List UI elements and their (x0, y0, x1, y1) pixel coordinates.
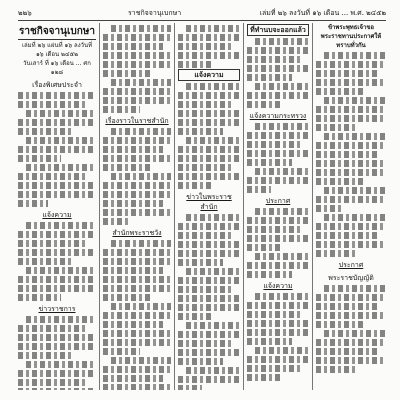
section-heading: พระราชบัญญัติ (328, 274, 374, 282)
intro-text: ข้าพระพุทธเจ้าขอพระราชทานประกาศให้ทราบทั่วกัน (320, 24, 382, 49)
text-line (111, 25, 171, 32)
text-line (178, 110, 240, 117)
text-line (103, 182, 171, 189)
text-line (103, 330, 171, 337)
text-line (18, 388, 96, 390)
text-line (255, 38, 309, 45)
text-line (178, 286, 233, 293)
text-line (324, 187, 386, 194)
text-line (186, 83, 240, 90)
text-line (316, 106, 386, 113)
text-line (103, 384, 171, 390)
text-line (18, 191, 96, 198)
text-line (324, 97, 386, 104)
text-line (178, 128, 223, 135)
text-line (111, 128, 171, 135)
text-line (26, 361, 96, 368)
text-line (18, 370, 96, 377)
text-line (247, 356, 309, 363)
text-line (103, 294, 152, 301)
text-line (18, 92, 96, 99)
text-line (103, 43, 163, 50)
text-line (247, 141, 302, 148)
text-line (103, 209, 171, 216)
text-line (18, 258, 74, 265)
text-line (255, 123, 309, 130)
column-3 (178, 23, 240, 390)
section-heading: เรื่องราวในราชสำนัก (105, 117, 169, 125)
text-line (247, 217, 309, 224)
text-line (316, 61, 386, 68)
text-line (178, 250, 240, 257)
text-line (178, 385, 202, 390)
text-line (186, 268, 240, 275)
column-rule (174, 23, 175, 390)
text-line (18, 128, 74, 135)
text-line (255, 347, 309, 354)
text-line (111, 173, 171, 180)
text-line (178, 295, 240, 302)
masthead-line: วันเสาร์ ที่ ๑๖ เดือน ... ศก ๑๒๘ (23, 60, 91, 76)
text-line (111, 357, 171, 364)
text-line (316, 205, 343, 212)
text-line (247, 311, 302, 318)
text-line (26, 110, 96, 117)
text-line (178, 304, 240, 311)
text-line (316, 357, 386, 364)
column-rule (243, 23, 244, 390)
text-line (316, 196, 386, 203)
text-line (186, 322, 240, 329)
text-line (247, 329, 309, 336)
text-line (26, 137, 96, 144)
page-number: ๒๒๖ (18, 9, 32, 17)
text-line (178, 259, 223, 266)
text-line (316, 79, 386, 86)
section-heading: แจ้งความกระทรวง (249, 112, 307, 120)
text-line (18, 155, 61, 162)
text-line (247, 56, 302, 63)
text-line (316, 232, 378, 239)
text-line (178, 358, 223, 365)
column-rule (312, 23, 313, 390)
text-line (247, 244, 281, 251)
text-line (103, 375, 163, 382)
text-line (324, 330, 386, 337)
running-head (18, 7, 386, 19)
text-line (18, 325, 87, 332)
column-rule (99, 23, 100, 390)
text-line (26, 164, 96, 171)
text-line (324, 285, 386, 292)
text-line (247, 150, 309, 157)
text-line (178, 92, 240, 99)
text-line (316, 312, 386, 319)
column-4 (247, 23, 309, 390)
text-line (18, 352, 74, 359)
text-line (178, 241, 240, 248)
text-line (316, 142, 386, 149)
text-line (18, 173, 87, 180)
text-line (247, 365, 302, 372)
text-line (26, 267, 96, 274)
text-line (18, 240, 87, 247)
text-line (186, 137, 240, 144)
text-line (103, 366, 171, 373)
text-line (18, 182, 96, 189)
column-5 (316, 23, 386, 390)
text-line (103, 276, 171, 283)
text-line (247, 132, 309, 139)
boxed-heading: แจ้งความ (178, 69, 240, 81)
text-line (316, 303, 378, 310)
text-line (247, 302, 309, 309)
text-line (18, 101, 87, 108)
boxed-heading: ที่ทำนบจะออกแล้ว (247, 24, 309, 36)
text-line (178, 376, 240, 383)
text-line (247, 186, 271, 193)
text-line (103, 218, 129, 225)
text-line (316, 178, 366, 185)
column-2 (103, 23, 171, 390)
section-heading: ข่าวในพระราชสำนัก (186, 193, 232, 211)
text-line (247, 74, 292, 81)
text-line (316, 348, 378, 355)
text-line (247, 262, 309, 269)
text-line (316, 70, 378, 77)
section-heading: แจ้งความ (263, 282, 293, 290)
text-line (103, 52, 171, 59)
text-line (316, 115, 386, 122)
text-line (178, 232, 233, 239)
text-line (178, 223, 240, 230)
text-line (247, 177, 309, 184)
text-line (316, 366, 355, 373)
text-line (178, 313, 212, 320)
text-line (247, 47, 309, 54)
text-line (247, 374, 281, 381)
text-line (18, 285, 96, 292)
text-line (103, 267, 163, 274)
text-line (178, 164, 233, 171)
text-line (103, 348, 140, 355)
text-line (178, 43, 233, 50)
text-line (247, 338, 292, 345)
text-line (103, 321, 163, 328)
masthead-line: เล่มที่ ๒๖ แผ่นที่ ๑๖ ลงวันที่ ๑๖ เดือน ๒๔๕๒ (21, 42, 93, 58)
text-line (111, 240, 171, 247)
text-line (247, 226, 302, 233)
text-line (103, 146, 163, 153)
text-line (103, 88, 171, 95)
issue-date: เล่มที่ ๒๖ ลงวันที่ ๑๖ เดือน ... พ.ศ. ๒๔๕๒ (259, 9, 386, 17)
text-line (18, 276, 96, 283)
text-line (103, 137, 171, 144)
section-heading: เรื่องพิเศษประจำ (32, 81, 82, 89)
text-line (316, 223, 386, 230)
text-line (111, 303, 171, 310)
text-line (103, 61, 171, 68)
section-heading: สำนักพระราชวัง (112, 229, 162, 237)
text-line (178, 340, 233, 347)
text-line (247, 101, 281, 108)
text-line (255, 168, 309, 175)
text-line (103, 70, 152, 77)
gazette-title: ราชกิจจานุเบกษา (128, 9, 182, 17)
text-line (178, 146, 240, 153)
text-line (26, 222, 96, 229)
text-line (178, 155, 240, 162)
text-line (247, 65, 309, 72)
text-line (316, 294, 386, 301)
text-line (247, 320, 309, 327)
text-line (103, 339, 171, 346)
header-rule (18, 20, 386, 21)
text-line (247, 159, 292, 166)
text-line (178, 34, 240, 41)
text-line (18, 231, 96, 238)
text-line (324, 52, 386, 59)
column-1 (18, 23, 96, 390)
text-line (186, 367, 240, 374)
text-line (18, 200, 48, 207)
text-line (324, 133, 386, 140)
text-line (103, 155, 171, 162)
text-line (103, 106, 140, 113)
text-line (247, 92, 309, 99)
section-heading: ข่าวราชการ (38, 305, 76, 313)
text-line (178, 61, 212, 68)
text-line (324, 214, 386, 221)
text-line (255, 83, 309, 90)
text-line (178, 101, 233, 108)
text-line (103, 97, 171, 104)
text-line (103, 249, 171, 256)
text-line (316, 88, 366, 95)
text-line (178, 52, 240, 59)
text-line (111, 79, 171, 86)
text-line (178, 119, 240, 126)
text-line (18, 119, 96, 126)
text-line (316, 169, 386, 176)
text-line (178, 331, 240, 338)
text-line (247, 235, 309, 242)
text-line (186, 214, 240, 221)
text-line (316, 124, 355, 131)
text-line (18, 343, 96, 350)
text-line (316, 160, 386, 167)
section-heading: ประกาศ (338, 261, 364, 269)
text-line (103, 164, 152, 171)
text-line (255, 208, 309, 215)
text-line (103, 191, 171, 198)
text-line (178, 182, 212, 189)
text-line (255, 293, 309, 300)
section-heading: ประกาศ (265, 197, 291, 205)
text-line (178, 349, 240, 356)
text-line (18, 146, 96, 153)
text-line (316, 321, 366, 328)
text-line (103, 312, 171, 319)
text-line (316, 250, 355, 257)
text-line (255, 253, 309, 260)
text-line (316, 241, 386, 248)
text-line (103, 258, 171, 265)
text-line (18, 334, 96, 341)
text-line (103, 34, 171, 41)
text-line (18, 379, 87, 386)
text-line (316, 151, 378, 158)
text-line (247, 271, 292, 278)
masthead: ราชกิจจานุเบกษา (18, 25, 96, 40)
text-line (103, 200, 163, 207)
text-line (178, 277, 240, 284)
text-line (178, 173, 240, 180)
text-line (103, 285, 171, 292)
text-line (316, 339, 386, 346)
text-line (18, 249, 96, 256)
text-line (186, 25, 240, 32)
text-line (18, 294, 61, 301)
text-line (26, 316, 96, 323)
section-heading: แจ้งความ (42, 211, 72, 219)
